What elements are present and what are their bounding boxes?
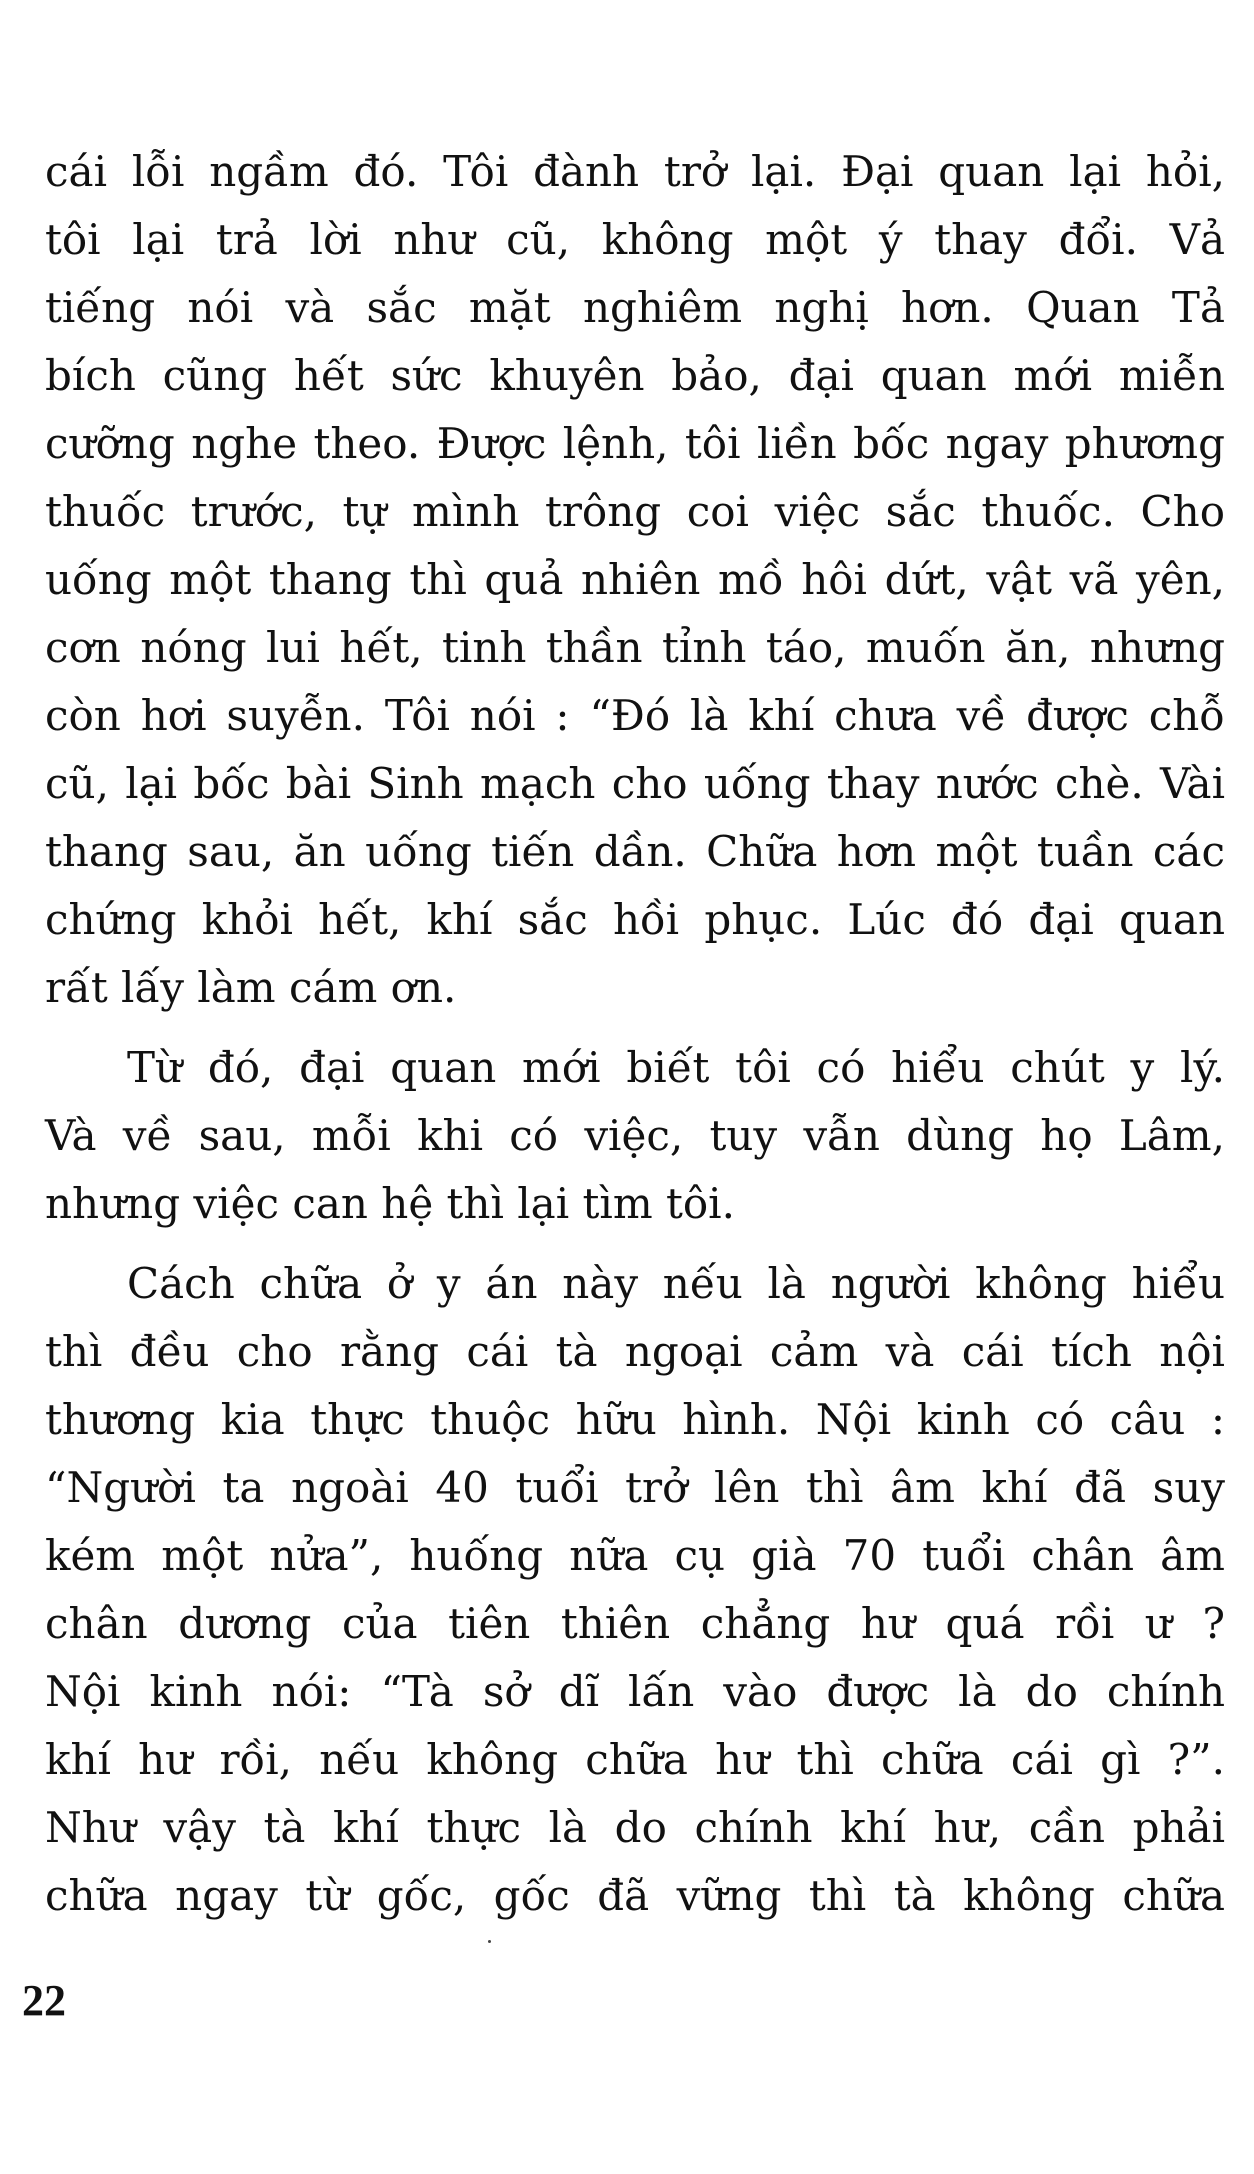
text-line: Từ đó, đại quan mới biết tôi có hiểu chút y lý. xyxy=(127,1043,1225,1092)
text-line: tôi lại trả lời như cũ, không một ý thay đổi. Vả xyxy=(45,215,1225,264)
text-line: chân dương của tiên thiên chẳng hư quá rồi ư ? xyxy=(45,1599,1225,1648)
text-line: Cách chữa ở y án này nếu là người không hiểu xyxy=(127,1259,1225,1308)
paragraph-3 xyxy=(45,1250,1225,1930)
paragraph-1 xyxy=(45,138,1225,1022)
text-line: chữa ngay từ gốc, gốc đã vững thì tà không chữa xyxy=(45,1871,1225,1920)
text-line: rất lấy làm cám ơn. xyxy=(45,963,457,1012)
paragraph-2 xyxy=(45,1034,1225,1238)
print-speck xyxy=(488,1940,491,1943)
text-line: chứng khỏi hết, khí sắc hồi phục. Lúc đó đại quan xyxy=(45,895,1225,944)
text-line: cưỡng nghe theo. Được lệnh, tôi liền bốc ngay phương xyxy=(45,419,1225,468)
page-number: 22 xyxy=(22,1976,66,2025)
text-line: “Người ta ngoài 40 tuổi trở lên thì âm khí đã suy xyxy=(45,1463,1225,1512)
text-line: khí hư rồi, nếu không chữa hư thì chữa cái gì ?”. xyxy=(45,1735,1225,1784)
body-text xyxy=(45,138,1225,1930)
text-line: thương kia thực thuộc hữu hình. Nội kinh có câu : xyxy=(45,1395,1225,1444)
text-line: kém một nửa”, huống nữa cụ già 70 tuổi chân âm xyxy=(45,1531,1225,1580)
text-line: cái lỗi ngầm đó. Tôi đành trở lại. Đại quan lại hỏi, xyxy=(45,147,1225,196)
text-line: Nội kinh nói: “Tà sở dĩ lấn vào được là do chính xyxy=(45,1667,1225,1716)
text-line: thuốc trước, tự mình trông coi việc sắc thuốc. Cho xyxy=(45,487,1225,536)
text-line: cơn nóng lui hết, tinh thần tỉnh táo, muốn ăn, nhưng xyxy=(45,623,1225,672)
text-line: còn hơi suyễn. Tôi nói : “Đó là khí chưa về được chỗ xyxy=(45,691,1225,740)
text-line: cũ, lại bốc bài Sinh mạch cho uống thay nước chè. Vài xyxy=(45,759,1225,808)
text-line: Như vậy tà khí thực là do chính khí hư, cần phải xyxy=(45,1803,1225,1852)
text-line: tiếng nói và sắc mặt nghiêm nghị hơn. Quan Tả xyxy=(45,283,1225,332)
text-line: bích cũng hết sức khuyên bảo, đại quan mới miễn xyxy=(45,351,1225,400)
text-line: Và về sau, mỗi khi có việc, tuy vẫn dùng họ Lâm, xyxy=(45,1111,1225,1160)
text-line: thì đều cho rằng cái tà ngoại cảm và cái tích nội xyxy=(45,1327,1225,1376)
text-line: nhưng việc can hệ thì lại tìm tôi. xyxy=(45,1179,735,1228)
text-line: thang sau, ăn uống tiến dần. Chữa hơn một tuần các xyxy=(45,827,1225,876)
text-line: uống một thang thì quả nhiên mồ hôi dứt, vật vã yên, xyxy=(45,555,1225,604)
